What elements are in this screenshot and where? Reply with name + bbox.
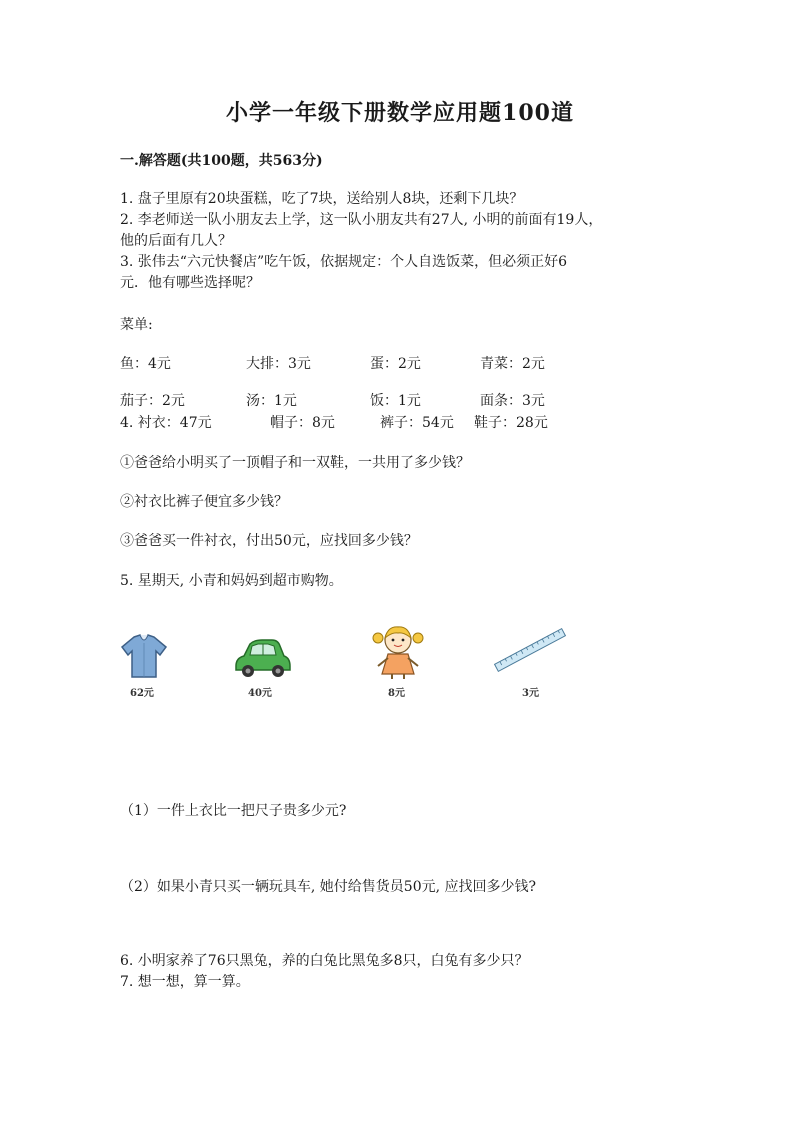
- menu-label: 菜单:: [120, 317, 153, 333]
- toy-car-icon: [232, 636, 292, 680]
- question-4-item: 裤子：54元: [380, 415, 454, 431]
- ruler-icon: [490, 624, 570, 676]
- menu-item: 茄子：2元: [120, 393, 185, 409]
- question-4-sub-2: ②衬衣比裤子便宜多少钱？: [120, 494, 288, 510]
- question-4-sub-1: ①爸爸给小明买了一顶帽子和一双鞋，一共用了多少钱？: [120, 455, 470, 471]
- toy-car-price: 40元: [248, 688, 272, 699]
- menu-item: 面条：3元: [480, 393, 545, 409]
- menu-item: 汤：1元: [246, 393, 297, 409]
- page-title: 小学一年级下册数学应用题100道: [226, 100, 574, 126]
- shirt-price: 62元: [130, 688, 154, 699]
- menu-item: 蛋：2元: [370, 356, 421, 372]
- doll-icon: [370, 624, 426, 680]
- menu-item: 饭：1元: [370, 393, 421, 409]
- question-3-line-2: 元．他有哪些选择呢？: [120, 275, 260, 291]
- question-2-line-2: 他的后面有几人？: [120, 233, 232, 249]
- menu-item: 大排：3元: [246, 356, 311, 372]
- question-4-item: 鞋子：28元: [474, 415, 548, 431]
- question-3-line-1: 3. 张伟去“六元快餐店”吃午饭，依据规定：个人自选饭菜，但必须正好6: [120, 254, 568, 270]
- question-5-sub-2: （2）如果小青只买一辆玩具车, 她付给售货员50元, 应找回多少钱?: [120, 879, 537, 895]
- question-4-sub-3: ③爸爸买一件衬衣，付出50元，应找回多少钱？: [120, 533, 418, 549]
- question-5-sub-1: （1）一件上衣比一把尺子贵多少元?: [120, 803, 347, 819]
- menu-item: 鱼：4元: [120, 356, 171, 372]
- question-2-line-1: 2. 李老师送一队小朋友去上学，这一队小朋友共有27人, 小明的前面有19人，: [120, 212, 603, 228]
- question-4-item: 4. 衬衣：47元: [120, 415, 212, 431]
- question-7: 7. 想一想，算一算。: [120, 974, 250, 990]
- shirt-icon: [118, 633, 170, 681]
- question-1: 1. 盘子里原有20块蛋糕，吃了7块，送给别人8块，还剩下几块？: [120, 191, 524, 207]
- question-5: 5. 星期天, 小青和妈妈到超市购物。: [120, 573, 343, 589]
- menu-item: 青菜：2元: [480, 356, 545, 372]
- doll-price: 8元: [388, 688, 405, 699]
- question-4-item: 帽子：8元: [270, 415, 335, 431]
- section-heading: 一.解答题(共100题，共563分): [120, 153, 323, 169]
- ruler-price: 3元: [522, 688, 539, 699]
- question-6: 6. 小明家养了76只黑兔，养的白兔比黑兔多8只，白兔有多少只？: [120, 953, 529, 969]
